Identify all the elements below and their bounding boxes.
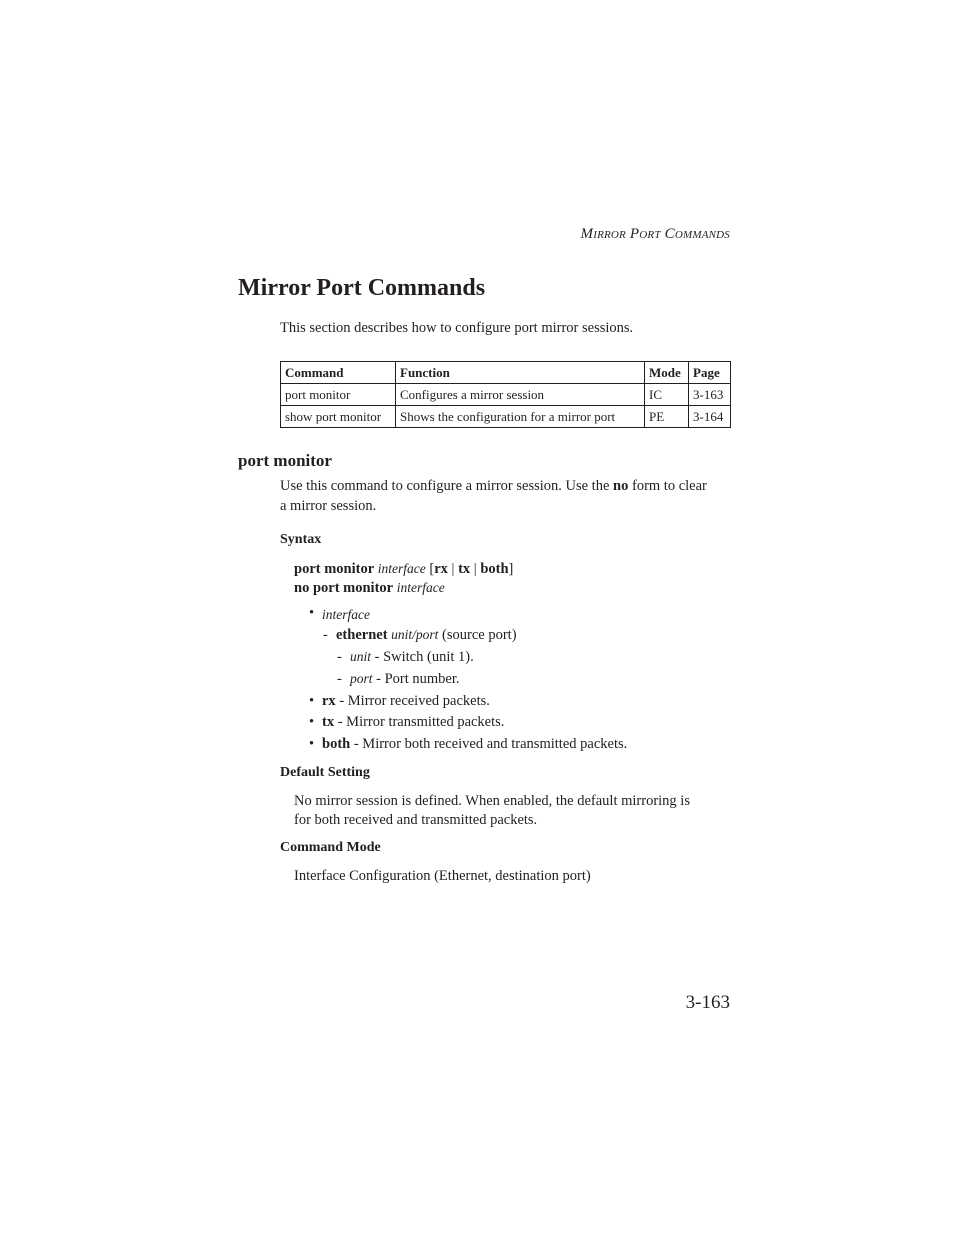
table-header-function: Function [396, 362, 645, 384]
table-header-page: Page [689, 362, 731, 384]
table-cell: 3-163 [689, 384, 731, 406]
table-cell: port monitor [281, 384, 396, 406]
param-unit: unit - Switch (unit 1). [350, 649, 474, 665]
param-rx: rx - Mirror received packets. [322, 693, 490, 709]
default-setting-heading: Default Setting [280, 765, 370, 780]
table-header-mode: Mode [645, 362, 689, 384]
table-cell: 3-164 [689, 406, 731, 428]
table-cell: Configures a mirror session [396, 384, 645, 406]
section-intro: This section describes how to configure port mirror sessions. [280, 320, 634, 336]
table-cell: show port monitor [281, 406, 396, 428]
param-tx: tx - Mirror transmitted packets. [322, 714, 505, 730]
command-mode-heading: Command Mode [280, 840, 381, 855]
param-both: both - Mirror both received and transmitted packets. [322, 736, 628, 752]
running-header: Mirror Port Commands [580, 226, 730, 242]
param-interface: interface [322, 607, 370, 622]
section-title: Mirror Port Commands [238, 275, 486, 301]
param-ethernet: ethernet unit/port (source port) [336, 627, 517, 643]
page-number: 3-163 [685, 992, 730, 1013]
command-description-line2: a mirror session. [280, 498, 377, 514]
bullet-icon: • [309, 736, 315, 752]
param-port: port - Port number. [350, 671, 460, 687]
table-header-command: Command [281, 362, 396, 384]
dash-icon: - [337, 649, 342, 665]
default-setting-line2: for both received and transmitted packets. [294, 812, 538, 828]
command-description-line1: Use this command to configure a mirror session. Use the no form to clear [280, 478, 707, 494]
syntax-heading: Syntax [280, 532, 322, 547]
syntax-line-1: port monitor interface [rx | tx | both] [294, 561, 514, 577]
dash-icon: - [337, 671, 342, 687]
command-title: port monitor [238, 451, 332, 470]
command-mode-text: Interface Configuration (Ethernet, destination port) [294, 868, 591, 884]
bullet-icon: • [309, 693, 315, 709]
syntax-line-2: no port monitor interface [294, 580, 445, 596]
table-row [281, 384, 731, 406]
bullet-icon: • [309, 714, 315, 730]
table-row [281, 406, 731, 428]
table-cell: Shows the configuration for a mirror port [396, 406, 645, 428]
default-setting-line1: No mirror session is defined. When enabled, the default mirroring is [294, 793, 690, 809]
dash-icon: - [323, 627, 328, 643]
table-cell: IC [645, 384, 689, 406]
command-table [280, 361, 731, 428]
table-header-row [281, 362, 731, 384]
table-cell: PE [645, 406, 689, 428]
bullet-icon: • [309, 605, 315, 621]
